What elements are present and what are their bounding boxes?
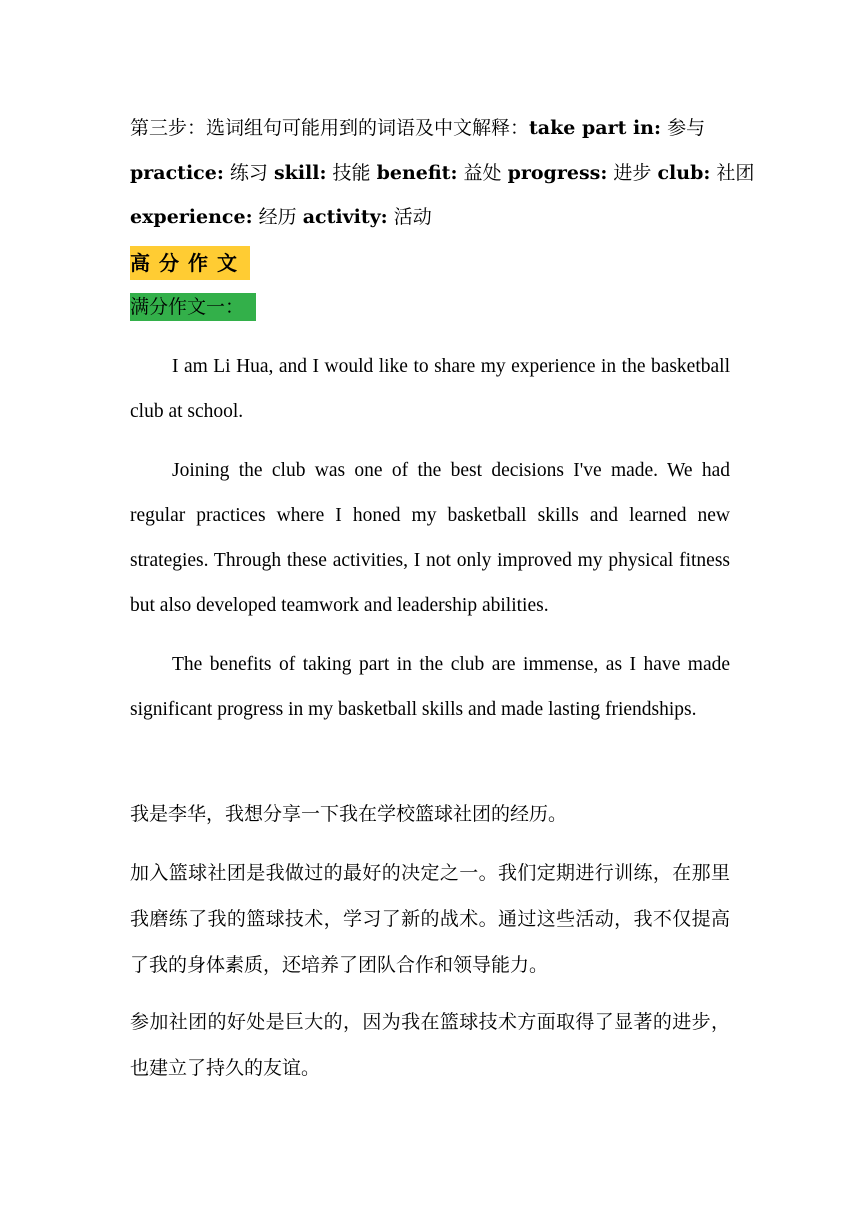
step-vocab-line-2 <box>130 161 755 185</box>
vocab-term: take part in: <box>529 117 662 139</box>
essay-en-paragraph: I am Li Hua, and I would like to share my experience in the basketball club at school. <box>130 356 730 422</box>
section-title: 高分作文 <box>130 246 250 280</box>
vocab-term: experience: <box>130 206 253 228</box>
essay-zh-paragraph: 加入篮球社团是我做过的最好的决定之一。我们定期进行训练，在那里我磨练了我的篮球技术，学习了新的战术。通过这些活动，我不仅提高了我的身体素质，还培养了团队合作和领导能力。 <box>130 862 730 976</box>
vocab-term: practice: <box>130 162 224 184</box>
vocab-meaning: 练习 <box>229 162 268 184</box>
vocab-term: club: <box>657 162 711 184</box>
step-vocab-line-3 <box>130 205 730 229</box>
vocab-term: benefit: <box>376 162 458 184</box>
vocab-meaning: 经历 <box>258 206 297 228</box>
vocab-term: skill: <box>273 162 327 184</box>
essay-zh-paragraph: 我是李华，我想分享一下我在学校篮球社团的经历。 <box>130 803 568 825</box>
vocab-meaning: 益处 <box>463 162 502 184</box>
vocab-meaning: 进步 <box>613 162 652 184</box>
vocab-meaning: 活动 <box>393 206 432 228</box>
vocab-meaning: 参与 <box>667 117 706 139</box>
vocab-term: progress: <box>507 162 608 184</box>
vocab-term: activity: <box>302 206 388 228</box>
step-heading: 第三步：选词组句可能用到的词语及中文解释： <box>130 117 530 139</box>
essay-en-paragraph: The benefits of taking part in the club are immense, as I have made significant progress in my basketball skills and made lasting friendships. <box>130 654 730 720</box>
vocab-meaning: 社团 <box>716 162 755 184</box>
essay-label: 满分作文一： <box>130 293 256 321</box>
vocab-meaning: 技能 <box>332 162 371 184</box>
essay-zh-paragraph: 参加社团的好处是巨大的，因为我在篮球技术方面取得了显著的进步，也建立了持久的友谊。 <box>130 1011 730 1079</box>
essay-en-paragraph: Joining the club was one of the best decisions I've made. We had regular practices where I honed my basketball skills and learned new strategies. Through these activities, I not only improved my physical fitness but also developed teamwork and leadership abilities. <box>130 460 730 616</box>
step-vocab-line-1 <box>130 116 730 140</box>
